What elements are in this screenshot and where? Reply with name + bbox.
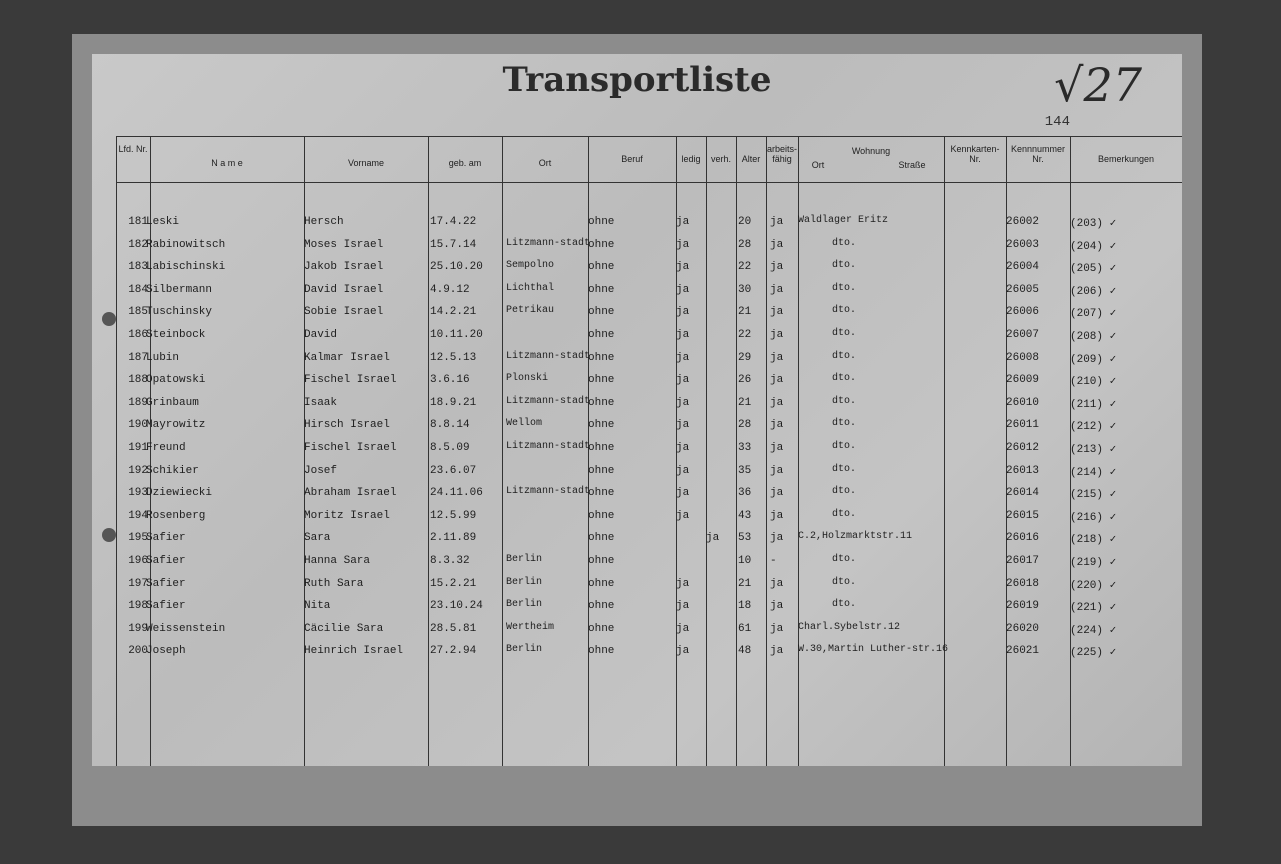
cell-bem: (221) ✓ xyxy=(1070,602,1117,615)
header-arbeit: arbeits- fähig xyxy=(766,144,797,164)
cell-vorname: Isaak xyxy=(304,396,338,409)
table-row xyxy=(92,645,1182,665)
cell-name: Schikier xyxy=(146,464,199,477)
cell-beruf: ohne xyxy=(588,577,615,590)
cell-nr: 182 xyxy=(128,238,148,251)
cell-beruf: ohne xyxy=(588,532,615,545)
cell-name: Safier xyxy=(146,577,186,590)
cell-arbeit: ja xyxy=(770,509,784,522)
cell-ort: Litzmann-stadt xyxy=(506,395,591,407)
cell-arbeit: ja xyxy=(770,238,784,251)
cell-kenn: 26013 xyxy=(1006,464,1040,477)
cell-ledig: ja xyxy=(676,306,690,319)
cell-name: Tuschinsky xyxy=(146,306,213,319)
cell-vorname: Sara xyxy=(304,532,331,545)
table-row xyxy=(92,261,1182,281)
cell-nr: 183 xyxy=(128,261,148,274)
cell-bem: (213) ✓ xyxy=(1070,444,1117,456)
cell-arbeit: ja xyxy=(770,622,784,635)
cell-kenn: 26008 xyxy=(1006,351,1040,364)
cell-ledig: ja xyxy=(676,464,690,477)
cell-vorname: Hanna Sara xyxy=(304,555,371,567)
cell-bem: (209) ✓ xyxy=(1070,353,1117,366)
cell-kenn: 26016 xyxy=(1006,532,1040,545)
cell-ort: Berlin xyxy=(506,576,543,588)
cell-wohnung: dto. xyxy=(832,554,857,565)
cell-bem: (210) ✓ xyxy=(1070,376,1117,389)
cell-verh: ja xyxy=(706,532,720,545)
cell-kenn: 26003 xyxy=(1006,238,1040,251)
header-vorname: Vorname xyxy=(347,158,385,168)
cell-name: Labischinski xyxy=(146,261,226,274)
cell-wohnung: C.2,Holzmarktstr.11 xyxy=(798,531,913,543)
cell-beruf: ohne xyxy=(588,329,615,341)
cell-ledig: ja xyxy=(676,645,690,658)
cell-ledig: ja xyxy=(676,600,690,613)
cell-beruf: ohne xyxy=(588,600,615,613)
cell-beruf: ohne xyxy=(588,306,615,319)
cell-wohnung: dto. xyxy=(832,260,857,272)
cell-alter: 26 xyxy=(738,374,752,387)
cell-arbeit: ja xyxy=(770,283,784,296)
cell-ledig: ja xyxy=(676,577,690,590)
cell-vorname: Fischel Israel xyxy=(304,442,397,454)
cell-name: Joseph xyxy=(146,645,186,658)
cell-name: Grinbaum xyxy=(146,396,199,409)
cell-geb: 12.5.13 xyxy=(430,351,477,364)
cell-kenn: 26018 xyxy=(1006,577,1040,590)
cell-ledig: ja xyxy=(676,238,690,251)
cell-alter: 36 xyxy=(738,487,752,500)
cell-alter: 21 xyxy=(738,396,752,409)
cell-alter: 21 xyxy=(738,577,752,590)
cell-ort: Berlin xyxy=(506,599,543,611)
cell-kenn: 26006 xyxy=(1006,306,1040,319)
table-row xyxy=(92,578,1182,598)
cell-name: Steinbock xyxy=(146,329,206,341)
cell-nr: 191 xyxy=(128,442,148,454)
cell-alter: 35 xyxy=(738,464,752,477)
cell-wohnung: dto. xyxy=(832,463,857,475)
table-row xyxy=(92,397,1182,417)
header-wohnung-strasse: Straße xyxy=(898,160,926,170)
cell-bem: (224) ✓ xyxy=(1070,624,1117,637)
cell-nr: 200 xyxy=(128,645,148,658)
cell-kenn: 26005 xyxy=(1006,283,1040,296)
cell-wohnung: dto. xyxy=(832,508,857,520)
cell-ledig: ja xyxy=(676,487,690,500)
cell-bem: (225) ✓ xyxy=(1070,647,1117,660)
cell-vorname: Hirsch Israel xyxy=(304,419,390,432)
cell-wohnung: dto. xyxy=(832,576,857,588)
cell-alter: 22 xyxy=(738,329,752,341)
cell-vorname: Cäcilie Sara xyxy=(304,622,384,635)
cell-ort: Berlin xyxy=(506,554,543,565)
cell-geb: 8.5.09 xyxy=(430,442,470,454)
header-beruf: Beruf xyxy=(621,154,643,164)
cell-alter: 33 xyxy=(738,442,752,454)
cell-nr: 199 xyxy=(128,622,148,635)
cell-arbeit: ja xyxy=(770,487,784,500)
cell-wohnung: dto. xyxy=(832,328,857,339)
cell-vorname: Kalmar Israel xyxy=(304,351,390,364)
table-row xyxy=(92,465,1182,485)
header-geb: geb. am xyxy=(448,158,482,168)
cell-geb: 10.11.20 xyxy=(430,329,483,341)
cell-geb: 15.2.21 xyxy=(430,577,477,590)
cell-arbeit: ja xyxy=(770,216,784,228)
header-kennnummer: Kennnummer Nr. xyxy=(1010,144,1066,164)
cell-arbeit: ja xyxy=(770,351,784,364)
cell-arbeit: ja xyxy=(770,396,784,409)
cell-ort: Berlin xyxy=(506,644,543,656)
cell-arbeit: ja xyxy=(770,532,784,545)
table-row xyxy=(92,306,1182,326)
cell-beruf: ohne xyxy=(588,622,615,635)
cell-ort: Lichthal xyxy=(506,282,555,294)
cell-arbeit: ja xyxy=(770,419,784,432)
cell-geb: 27.2.94 xyxy=(430,645,477,658)
cell-nr: 187 xyxy=(128,351,148,364)
cell-wohnung: dto. xyxy=(832,237,857,249)
cell-vorname: Ruth Sara xyxy=(304,577,364,590)
cell-alter: 21 xyxy=(738,306,752,319)
cell-alter: 28 xyxy=(738,238,752,251)
cell-arbeit: ja xyxy=(770,600,784,613)
cell-nr: 192 xyxy=(128,464,148,477)
cell-beruf: ohne xyxy=(588,464,615,477)
cell-ledig: ja xyxy=(676,329,690,341)
cell-nr: 189 xyxy=(128,396,148,409)
document-title: Transportliste xyxy=(502,60,772,100)
header-verh: verh. xyxy=(710,154,731,164)
cell-vorname: Moritz Israel xyxy=(304,509,390,522)
cell-vorname: Abraham Israel xyxy=(304,487,397,500)
cell-ort: Wertheim xyxy=(506,621,555,633)
cell-alter: 30 xyxy=(738,283,752,296)
cell-kenn: 26014 xyxy=(1006,487,1040,500)
cell-vorname: David Israel xyxy=(304,283,384,296)
cell-bem: (204) ✓ xyxy=(1070,240,1117,253)
cell-beruf: ohne xyxy=(588,442,615,454)
cell-name: Safier xyxy=(146,532,186,545)
cell-beruf: ohne xyxy=(588,238,615,251)
cell-alter: 22 xyxy=(738,261,752,274)
cell-ledig: ja xyxy=(676,396,690,409)
cell-geb: 23.6.07 xyxy=(430,464,477,477)
cell-nr: 184 xyxy=(128,283,148,296)
cell-geb: 8.8.14 xyxy=(430,419,470,432)
cell-beruf: ohne xyxy=(588,419,615,432)
cell-arbeit: ja xyxy=(770,306,784,319)
cell-ort: Sempolno xyxy=(506,260,555,272)
cell-nr: 198 xyxy=(128,600,148,613)
cell-geb: 18.9.21 xyxy=(430,396,477,409)
cell-geb: 17.4.22 xyxy=(430,216,477,228)
cell-arbeit: ja xyxy=(770,261,784,274)
cell-nr: 194 xyxy=(128,509,148,522)
cell-nr: 190 xyxy=(128,419,148,432)
cell-arbeit: ja xyxy=(770,645,784,658)
cell-vorname: Nita xyxy=(304,600,331,613)
cell-geb: 15.7.14 xyxy=(430,238,477,251)
cell-arbeit: ja xyxy=(770,577,784,590)
header-ort: Ort xyxy=(538,158,552,168)
cell-beruf: ohne xyxy=(588,509,615,522)
cell-bem: (218) ✓ xyxy=(1070,534,1117,547)
cell-kenn: 26007 xyxy=(1006,329,1040,341)
header-bemerkungen: Bemerkungen xyxy=(1097,154,1155,164)
cell-arbeit: ja xyxy=(770,464,784,477)
cell-beruf: ohne xyxy=(588,216,615,228)
table-row xyxy=(92,487,1182,507)
cell-ledig: ja xyxy=(676,216,690,228)
cell-alter: 61 xyxy=(738,622,752,635)
cell-bem: (206) ✓ xyxy=(1070,285,1117,298)
page-number: 144 xyxy=(1044,114,1070,130)
cell-wohnung: dto. xyxy=(832,282,857,294)
cell-geb: 28.5.81 xyxy=(430,622,477,635)
table-row xyxy=(92,216,1182,236)
cell-kenn: 26012 xyxy=(1006,442,1040,454)
cell-name: Opatowski xyxy=(146,374,206,387)
table-row xyxy=(92,442,1182,462)
table-row xyxy=(92,600,1182,620)
cell-name: Freund xyxy=(146,442,186,454)
cell-alter: 28 xyxy=(738,419,752,432)
header-ledig: ledig xyxy=(681,154,701,164)
cell-alter: 43 xyxy=(738,509,752,522)
table-row xyxy=(92,532,1182,552)
header-nr: Lfd. Nr. xyxy=(118,144,148,154)
cell-nr: 188 xyxy=(128,374,148,387)
cell-ledig: ja xyxy=(676,419,690,432)
cell-kenn: 26015 xyxy=(1006,509,1040,522)
cell-bem: (216) ✓ xyxy=(1070,511,1117,524)
header-wohnung: Wohnung xyxy=(851,146,891,156)
cell-wohnung: Waldlager Eritz xyxy=(798,215,889,226)
cell-wohnung: Charl.Sybelstr.12 xyxy=(798,621,901,633)
cell-arbeit: ja xyxy=(770,374,784,387)
table-row xyxy=(92,623,1182,643)
cell-beruf: ohne xyxy=(588,261,615,274)
cell-bem: (207) ✓ xyxy=(1070,308,1117,321)
cell-geb: 14.2.21 xyxy=(430,306,477,319)
cell-nr: 181 xyxy=(128,216,148,228)
table-row xyxy=(92,555,1182,575)
cell-vorname: Sobie Israel xyxy=(304,306,384,319)
cell-wohnung: dto. xyxy=(832,441,857,452)
cell-ort: Litzmann-stadt xyxy=(506,237,591,249)
cell-vorname: David xyxy=(304,329,338,341)
cell-kenn: 26021 xyxy=(1006,645,1040,658)
table-row xyxy=(92,352,1182,372)
cell-geb: 3.6.16 xyxy=(430,374,470,387)
cell-name: Lubin xyxy=(146,351,180,364)
cell-wohnung: dto. xyxy=(832,305,857,317)
cell-alter: 48 xyxy=(738,645,752,658)
cell-bem: (220) ✓ xyxy=(1070,579,1117,592)
cell-nr: 186 xyxy=(128,329,148,341)
cell-bem: (205) ✓ xyxy=(1070,263,1117,276)
cell-kenn: 26010 xyxy=(1006,396,1040,409)
cell-bem: (212) ✓ xyxy=(1070,421,1117,434)
cell-nr: 197 xyxy=(128,577,148,590)
cell-name: Safier xyxy=(146,555,186,567)
table-row xyxy=(92,374,1182,394)
cell-kenn: 26002 xyxy=(1006,216,1040,228)
cell-name: Rabinowitsch xyxy=(146,238,226,251)
cell-alter: 53 xyxy=(738,532,752,545)
cell-name: Leski xyxy=(146,216,180,228)
cell-vorname: Jakob Israel xyxy=(304,261,384,274)
table-row xyxy=(92,329,1182,349)
cell-beruf: ohne xyxy=(588,396,615,409)
cell-geb: 4.9.12 xyxy=(430,283,470,296)
cell-vorname: Fischel Israel xyxy=(304,374,397,387)
cell-nr: 195 xyxy=(128,532,148,545)
cell-geb: 23.10.24 xyxy=(430,600,483,613)
cell-wohnung: W.30,Martin Luther-str.16 xyxy=(798,644,949,656)
cell-name: Weissenstein xyxy=(146,622,226,635)
cell-kenn: 26009 xyxy=(1006,374,1040,387)
cell-vorname: Moses Israel xyxy=(304,238,384,251)
cell-ort: Litzmann-stadt xyxy=(506,486,591,498)
cell-kenn: 26004 xyxy=(1006,261,1040,274)
cell-geb: 8.3.32 xyxy=(430,555,470,567)
table-row xyxy=(92,510,1182,530)
header-kennkarte: Kennkarten- Nr. xyxy=(950,144,1000,164)
cell-geb: 24.11.06 xyxy=(430,487,483,500)
cell-vorname: Heinrich Israel xyxy=(304,645,404,658)
cell-bem: (215) ✓ xyxy=(1070,489,1117,502)
cell-kenn: 26011 xyxy=(1006,419,1040,432)
cell-wohnung: dto. xyxy=(832,418,857,430)
cell-beruf: ohne xyxy=(588,374,615,387)
cell-bem: (208) ✓ xyxy=(1070,331,1117,343)
cell-nr: 185 xyxy=(128,306,148,319)
cell-wohnung: dto. xyxy=(832,373,857,385)
cell-name: Dziewiecki xyxy=(146,487,213,500)
cell-wohnung: dto. xyxy=(832,486,857,498)
cell-ort: Plonski xyxy=(506,373,549,385)
cell-bem: (219) ✓ xyxy=(1070,557,1117,569)
header-name: N a m e xyxy=(211,158,243,168)
cell-kenn: 26019 xyxy=(1006,600,1040,613)
header-alter: Alter xyxy=(741,154,761,164)
cell-bem: (203) ✓ xyxy=(1070,218,1117,230)
cell-ledig: ja xyxy=(676,442,690,454)
cell-geb: 12.5.99 xyxy=(430,509,477,522)
cell-wohnung: dto. xyxy=(832,395,857,407)
cell-ledig: ja xyxy=(676,351,690,364)
cell-alter: 29 xyxy=(738,351,752,364)
cell-name: Silbermann xyxy=(146,283,213,296)
cell-ort: Petrikau xyxy=(506,305,555,317)
cell-nr: 193 xyxy=(128,487,148,500)
cell-ledig: ja xyxy=(676,374,690,387)
cell-arbeit: - xyxy=(770,555,777,567)
cell-alter: 10 xyxy=(738,555,752,567)
cell-beruf: ohne xyxy=(588,351,615,364)
handwritten-mark: √27 xyxy=(1054,58,1142,112)
transport-list-document xyxy=(92,54,1182,766)
cell-bem: (214) ✓ xyxy=(1070,466,1117,479)
table-row xyxy=(92,284,1182,304)
cell-wohnung: dto. xyxy=(832,599,857,611)
cell-geb: 25.10.20 xyxy=(430,261,483,274)
cell-beruf: ohne xyxy=(588,555,615,567)
cell-ledig: ja xyxy=(676,509,690,522)
cell-name: Mayrowitz xyxy=(146,419,206,432)
cell-kenn: 26020 xyxy=(1006,622,1040,635)
cell-alter: 20 xyxy=(738,216,752,228)
header-bottom-rule xyxy=(116,182,1182,183)
header-wohnung-ort: Ort xyxy=(811,160,825,170)
cell-beruf: ohne xyxy=(588,487,615,500)
cell-ort: Wellom xyxy=(506,418,543,430)
header-top-rule xyxy=(116,136,1182,137)
cell-name: Safier xyxy=(146,600,186,613)
cell-ledig: ja xyxy=(676,283,690,296)
cell-name: Rosenberg xyxy=(146,509,206,522)
cell-beruf: ohne xyxy=(588,283,615,296)
cell-vorname: Hersch xyxy=(304,216,344,228)
cell-arbeit: ja xyxy=(770,442,784,454)
table-row xyxy=(92,239,1182,259)
cell-nr: 196 xyxy=(128,555,148,567)
cell-beruf: ohne xyxy=(588,645,615,658)
cell-geb: 2.11.89 xyxy=(430,532,477,545)
cell-vorname: Josef xyxy=(304,464,338,477)
cell-bem: (211) ✓ xyxy=(1070,398,1117,411)
table-row xyxy=(92,419,1182,439)
cell-alter: 18 xyxy=(738,600,752,613)
cell-ledig: ja xyxy=(676,261,690,274)
cell-wohnung: dto. xyxy=(832,350,857,362)
cell-ort: Litzmann-stadt xyxy=(506,350,591,362)
cell-ort: Litzmann-stadt xyxy=(506,441,591,452)
cell-ledig: ja xyxy=(676,622,690,635)
cell-kenn: 26017 xyxy=(1006,555,1040,567)
cell-arbeit: ja xyxy=(770,329,784,341)
